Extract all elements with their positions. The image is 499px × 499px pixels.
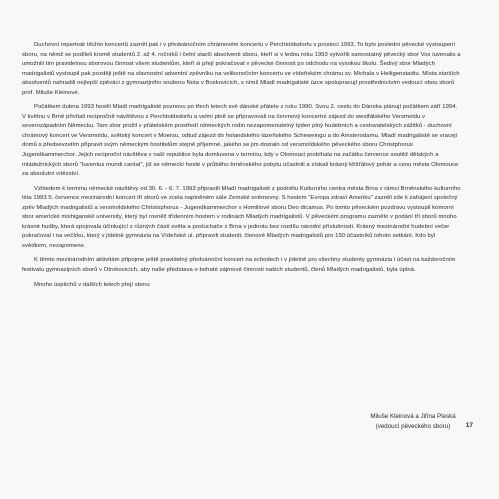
page-number: 17 <box>465 422 473 429</box>
signature-role: (vedoucí pěveckého sboru) <box>375 422 451 430</box>
signature-names: Miluše Kleinová a Jiřina Pleská <box>370 413 456 420</box>
paragraph-4: K těmto mezinárodním aktivitám připojme ještě pravidelný předvánoční koncert na schodech i v jídelně pro všechny studenty gymnázia i účast na každoročním festivalu gymnazijních sborů v Otrokovicích, aby naše představa o bohaté zájmové činnosti našich studentů, členů Mladých madrigalistů, byla úplná. <box>22 257 456 274</box>
paragraph-2: Počátkem dubna 1993 hostili Mladí madrigalisté poznovu po třech letech své dánské přátele z roku 1990. Svou 2. cestu do Dánska plánují počátkem září 1994. V květnu v Brně přivítali recipročně návštěvou z Perchtoldsdorfu a velmi plně se připravovali na červnový koncertní zájezd do westfálského Versmoldu v severozápadním Německu. Tam sbor prožil v přátelském prostředí německých rodin nezapomenutelný týden plný hudebních a cestovatelských zážitků - duchovní chrámový koncert ve Versmoldu, světský koncert v Moersu, odtud zájezd do holandského lázeňského Scheweingu a do Amsterodamu. Mladí madrigalisté se vracejí domů s předsevzetím připravit svým německým hostitelům stejně příjemné, jakého se jim dostalo od versmoldského pěveckého sboru Christphorus Jugendkammerchor. Jejich reciproční návštěva v naší republice byla domluvena v termínu, kdy v Olomouci probíhala na začátku července soutěž dětských a mládežnických sborů "Iuventus mundi cantat", již se německí hosté v průběhu brněnského pobytu účastnili a získali krásný křišťálový pohár a cenu města Olomouce za absolutní vítězství. <box>22 104 459 178</box>
paragraph-3: Vzhledem k termínu německé návštěvy od 30. 6. - 6. 7. 1993 připravili Mladí madrigalisté z podnětu Kulturního centra města Brna v rámci Brněnského kulturního léta 1993 5. července mezinárodní koncert tří sborů ve zcela naplněném sále Zemské sněmovny. S heslem "Evropa zdraví Ameriku" zazněl zde k zahájení společný zpěv Mladých madrigalistů a versmoldského Christophorus - Jugendkammerchor v Homiliové sboru Deo dicamus. Po tomto pěveckém pozdravu vystoupil komorní sbor americké mishiganské university, který byl rovněž třídenním hostem v rodinách Mladých madrigalistů. V pěveckém programu zaznělo v podání tří sborů mnoho krásné hudby, která spojovala účinkující z různých částí světa a posluchače z Brna v jednotu bez rozdílu národní příslušnosti. Krásný mezinárodní hudební večer pokračoval i na večírku, který v jídelně gymnázia na Vídeňské ul. připravili studenti, členové Mladých madrigalistů pro 150 účastníků tohoto setkání. Kdo byl svědkem, nezapomene. <box>22 185 461 249</box>
closing-line: Mnoho úspěchů v dalších letech přejí sboru <box>34 281 150 288</box>
paragraph-1: Duchovní repertoár těchto koncertů zazněl pak i v předvánočním chrámovém koncertu v Perchtoldsdorfu v prosinci 1993. To bylo poslední pěvecké vystoupení sboru, na němž se podíleli kromě studentů 2. až 4. ročníků i četní starší absolventi sboru, kteří si v lednu roku 1993 vytvořili samostatný pěvecký sbor Vox iuvenalis a umožnili tím pravidelnou sborovou činnost všem studentům, kteří si přejí pokračovat v pěvecké činnosti po odchodu na vysokou školu. Šedivý sbor Mladých madrigalistů vystoupil pak později ještě na slavnostní adventní zpěvníku na velikonočním koncertu ve vídeňském chrámu sv. Michala v Heiligenstadtu. Místa starších absolventů nahradili nejlepší zpěváci z gymnazijního souboru Nota v Boskovicích, s nímž Mladí madrigalisté úzce spolupracují prostřednictvím vedoucí obou sborů prof. Miluše Kleinové. <box>22 42 461 96</box>
body-text <box>22 41 462 290</box>
